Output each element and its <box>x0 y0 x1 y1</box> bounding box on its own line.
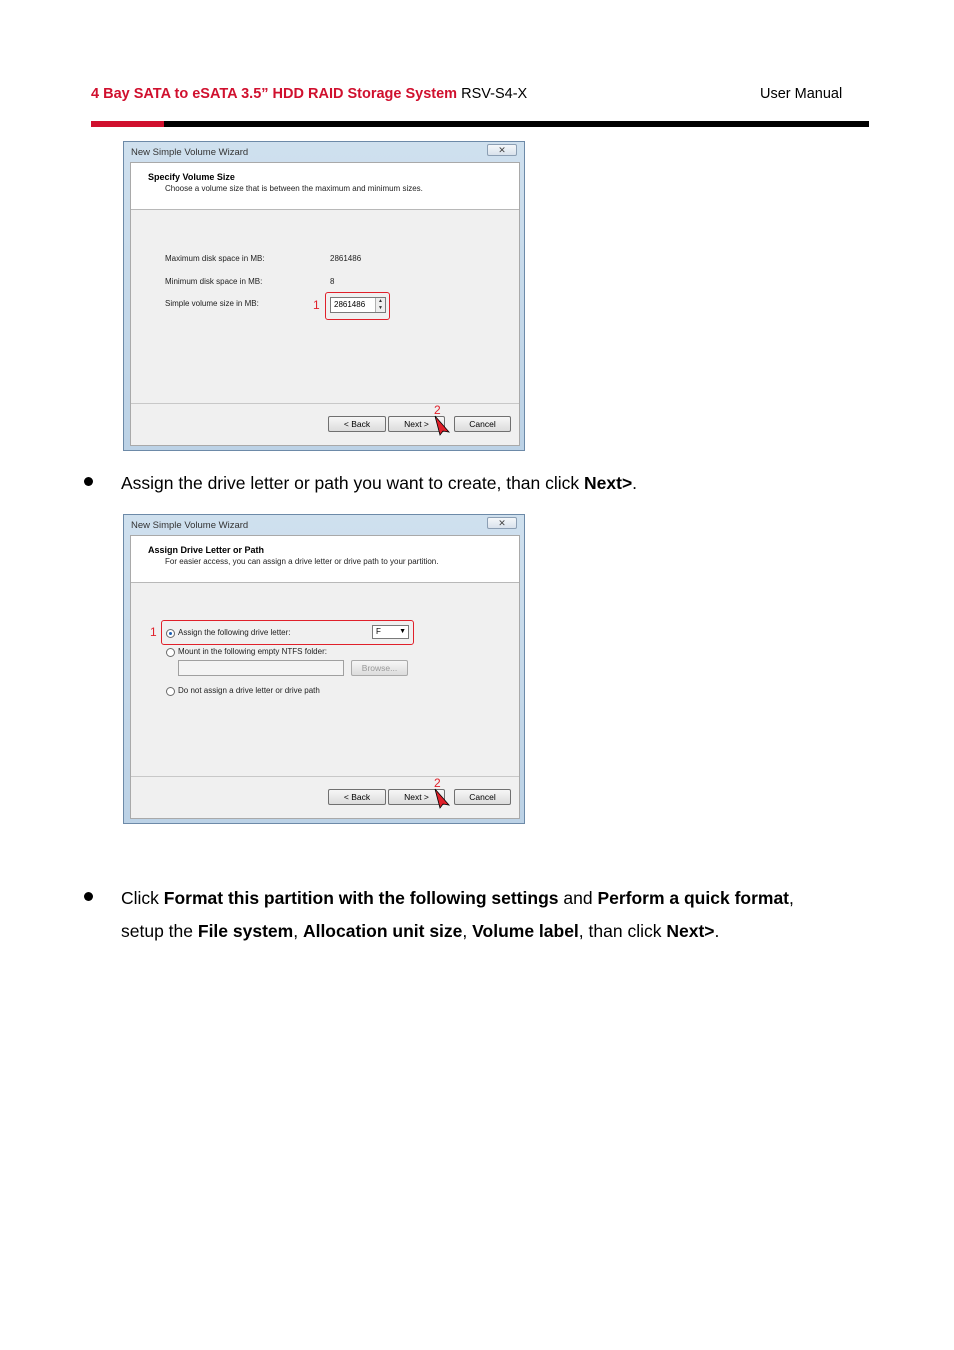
dialog-subheading: Choose a volume size that is between the maximum and minimum sizes. <box>165 184 423 193</box>
min-space-value: 8 <box>330 277 335 286</box>
header-title <box>91 86 527 102</box>
wizard-dialog-volume-size <box>123 141 525 451</box>
drive-letter-value: F <box>376 627 381 636</box>
volume-size-value: 2861486 <box>334 300 366 309</box>
dialog-banner <box>131 163 519 210</box>
dialog-title: New Simple Volume Wizard <box>131 147 249 158</box>
step-marker-2: 2 <box>434 403 441 417</box>
close-button[interactable]: ✕ <box>487 517 517 529</box>
instruction-format-line1 <box>121 888 794 908</box>
bold-text: File system <box>197 921 294 941</box>
header-manual: User Manual <box>760 86 843 102</box>
text: , <box>462 921 473 941</box>
text: . <box>714 921 720 941</box>
header-rule <box>91 121 869 127</box>
dialog-heading: Specify Volume Size <box>148 172 235 182</box>
max-space-value: 2861486 <box>330 254 362 263</box>
text: Click <box>121 888 164 908</box>
cancel-button[interactable]: Cancel <box>454 789 511 805</box>
instruction-format-line2 <box>121 921 719 941</box>
next-button[interactable]: Next > <box>388 789 445 805</box>
folder-path-input[interactable] <box>178 660 344 676</box>
dialog-footer <box>131 403 519 445</box>
bold-text: Format this partition with the following settings <box>163 888 559 908</box>
instruction-next: Next> <box>584 473 633 493</box>
close-button[interactable]: ✕ <box>487 144 517 156</box>
mouse-cursor-icon <box>435 416 451 436</box>
instruction-assign <box>121 473 637 493</box>
text: , than click <box>578 921 667 941</box>
wizard-dialog-drive-letter <box>123 514 525 824</box>
next-button[interactable]: Next > <box>388 416 445 432</box>
no-letter-label: Do not assign a drive letter or drive path <box>178 686 320 695</box>
mount-folder-label: Mount in the following empty NTFS folder: <box>178 647 327 656</box>
bold-text: Volume label <box>472 921 579 941</box>
dialog-heading: Assign Drive Letter or Path <box>148 545 265 555</box>
header-rule-accent <box>91 121 164 127</box>
min-space-label: Minimum disk space in MB: <box>165 277 263 286</box>
text: setup the <box>121 921 198 941</box>
dialog-body <box>130 162 520 446</box>
volume-size-stepper[interactable] <box>330 297 386 313</box>
bullet-icon <box>84 892 93 901</box>
drive-letter-select[interactable] <box>372 625 409 639</box>
bold-text: Next> <box>666 921 715 941</box>
text: , <box>789 888 794 908</box>
volume-size-label: Simple volume size in MB: <box>165 299 259 308</box>
dropdown-arrow-icon: ▼ <box>399 628 406 635</box>
text: , <box>293 921 303 941</box>
bullet-icon <box>84 477 93 486</box>
header-product: 4 Bay SATA to eSATA 3.5” HDD RAID Storage System <box>91 86 458 102</box>
back-button[interactable]: < Back <box>328 789 386 805</box>
dialog-body <box>130 535 520 819</box>
step-marker-1: 1 <box>313 298 320 312</box>
dialog-banner <box>131 536 519 583</box>
mount-folder-radio[interactable] <box>166 648 175 657</box>
text: and <box>558 888 598 908</box>
cancel-button[interactable]: Cancel <box>454 416 511 432</box>
dialog-title: New Simple Volume Wizard <box>131 520 249 531</box>
back-button[interactable]: < Back <box>328 416 386 432</box>
header-model: RSV-S4-X <box>461 86 528 102</box>
browse-button[interactable]: Browse... <box>351 660 408 676</box>
assign-letter-label: Assign the following drive letter: <box>178 628 291 637</box>
step-marker-1: 1 <box>150 625 157 639</box>
dialog-footer <box>131 776 519 818</box>
mouse-cursor-icon <box>435 789 451 809</box>
instruction-text: Assign the drive letter or path you want to create, than click <box>121 473 585 493</box>
no-letter-radio[interactable] <box>166 687 175 696</box>
max-space-label: Maximum disk space in MB: <box>165 254 265 263</box>
step-marker-2: 2 <box>434 776 441 790</box>
assign-letter-radio[interactable] <box>166 629 175 638</box>
dialog-subheading: For easier access, you can assign a drive letter or drive path to your partition. <box>165 557 439 566</box>
bold-text: Allocation unit size <box>302 921 463 941</box>
stepper-arrows-icon[interactable]: ▲ ▼ <box>375 298 385 312</box>
instruction-end: . <box>632 473 638 493</box>
bold-text: Perform a quick format <box>597 888 790 908</box>
